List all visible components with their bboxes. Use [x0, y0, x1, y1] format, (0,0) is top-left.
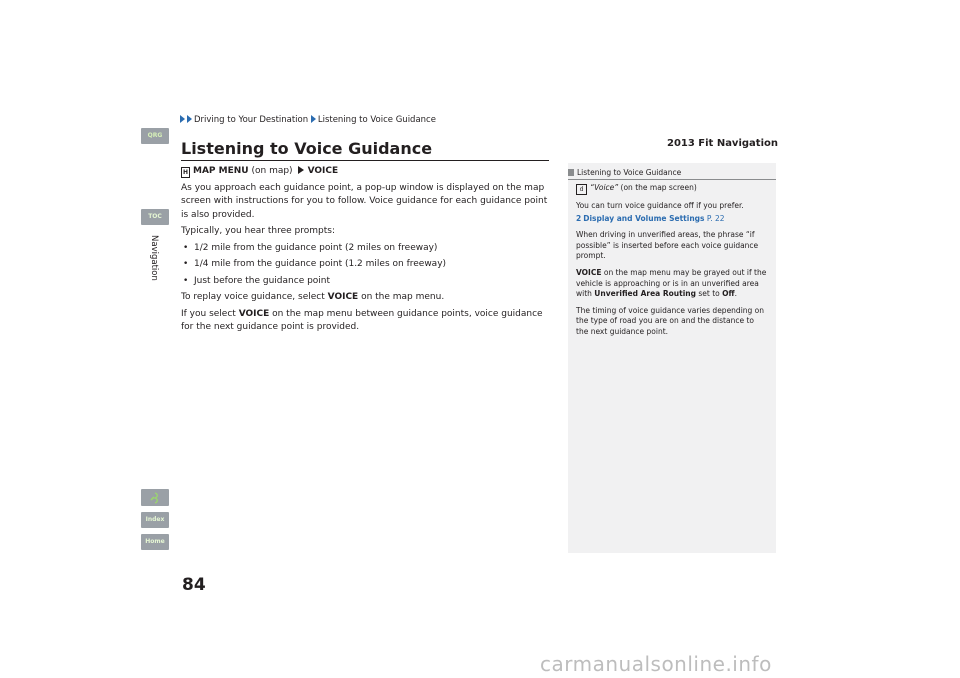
page-title: Listening to Voice Guidance [181, 139, 433, 158]
document-title: 2013 Fit Navigation [666, 138, 778, 149]
replay-text: To replay voice guidance, select [181, 292, 328, 302]
side-note [568, 163, 776, 553]
unverified-paragraph: When driving in unverified areas, the phrase “if possible” is inserted before each voice guidance prompt. [576, 230, 759, 261]
turn-off-text: You can turn voice guidance off if you prefer. [576, 201, 744, 210]
timing-paragraph: The timing of voice guidance varies depending on the type of road you are on and the distance to the next guidance point. [576, 305, 765, 336]
talk-button-icon: d [576, 184, 587, 195]
grayed-paragraph [576, 268, 768, 300]
menu-path-first: MAP MENU [193, 166, 249, 176]
index-tab[interactable]: Index [141, 512, 169, 528]
intro-paragraph: As you approach each guidance point, a pop-up window is displayed on the map screen with instructions for you to follow. Voice guidance for each guidance point is also provided. [181, 182, 548, 220]
replay-paragraph [181, 291, 551, 305]
home-tab[interactable]: Home [141, 534, 169, 550]
voice-command-tab[interactable] [141, 489, 169, 506]
menu-path-second: VOICE [307, 166, 339, 176]
qrg-tab[interactable]: QRG [141, 128, 169, 144]
list-item: • Just before the guidance point [181, 275, 551, 289]
voice-command-text: “Voice” [590, 183, 619, 192]
reference-icon: 2 [576, 213, 582, 223]
note-marker-icon [568, 169, 574, 176]
off-label: Off [722, 289, 735, 299]
heading-divider [181, 160, 549, 161]
turn-off-paragraph [576, 201, 768, 212]
list-item: • 1/4 mile from the guidance point (1.2 miles on freeway) [181, 258, 551, 272]
breadcrumb-item-chapter[interactable]: Driving to Your Destination [194, 115, 309, 125]
grayed-text: on the map menu may be grayed out if the vehicle is approaching or is in an unverified area with [576, 267, 767, 299]
display-volume-settings-link[interactable]: Display and Volume Settings [583, 213, 705, 223]
grayed-text-end: . [734, 289, 737, 299]
note-header [568, 166, 776, 180]
breadcrumb [180, 115, 436, 125]
settings-link[interactable] [576, 214, 768, 225]
select-paragraph [181, 308, 551, 335]
page-number: 84 [182, 575, 206, 595]
note-header-text: Listening to Voice Guidance [577, 168, 682, 177]
main-content [181, 165, 551, 338]
select-text-end: on the map menu between guidance points, voice guidance for the next guidance point is provided. [181, 308, 543, 332]
voice-command-icon [148, 491, 162, 504]
breadcrumb-item-section[interactable]: Listening to Voice Guidance [317, 115, 436, 125]
grayed-text-2: set to [696, 289, 723, 299]
note-body [576, 183, 768, 344]
prompt-list [181, 242, 551, 289]
replay-text-end: on the map menu. [358, 292, 445, 302]
section-label: Navigation [149, 235, 159, 281]
menu-arrow-icon [298, 166, 304, 174]
select-voice-label: VOICE [238, 308, 270, 319]
replay-voice-label: VOICE [327, 292, 359, 302]
breadcrumb-arrow-icon [187, 115, 192, 123]
breadcrumb-arrow-icon [180, 115, 185, 123]
select-text: If you select [181, 308, 239, 319]
watermark: carmanualsonline.info [540, 652, 772, 676]
voice-command-context: (on the map screen) [618, 183, 697, 192]
home-menu-icon: H [182, 169, 189, 176]
unverified-routing-label: Unverified Area Routing [594, 289, 696, 299]
voice-command-line [576, 183, 768, 195]
list-item: • 1/2 mile from the guidance point (2 miles on freeway) [181, 242, 551, 256]
breadcrumb-arrow-icon [311, 115, 316, 123]
link-page-number[interactable]: P. 22 [706, 213, 725, 223]
toc-tab[interactable]: TOC [141, 209, 169, 225]
menu-path-context: (on map) [251, 166, 293, 176]
prompts-intro: Typically, you hear three prompts: [181, 226, 335, 236]
menu-path [181, 165, 551, 179]
grayed-voice-label: VOICE [576, 267, 602, 277]
